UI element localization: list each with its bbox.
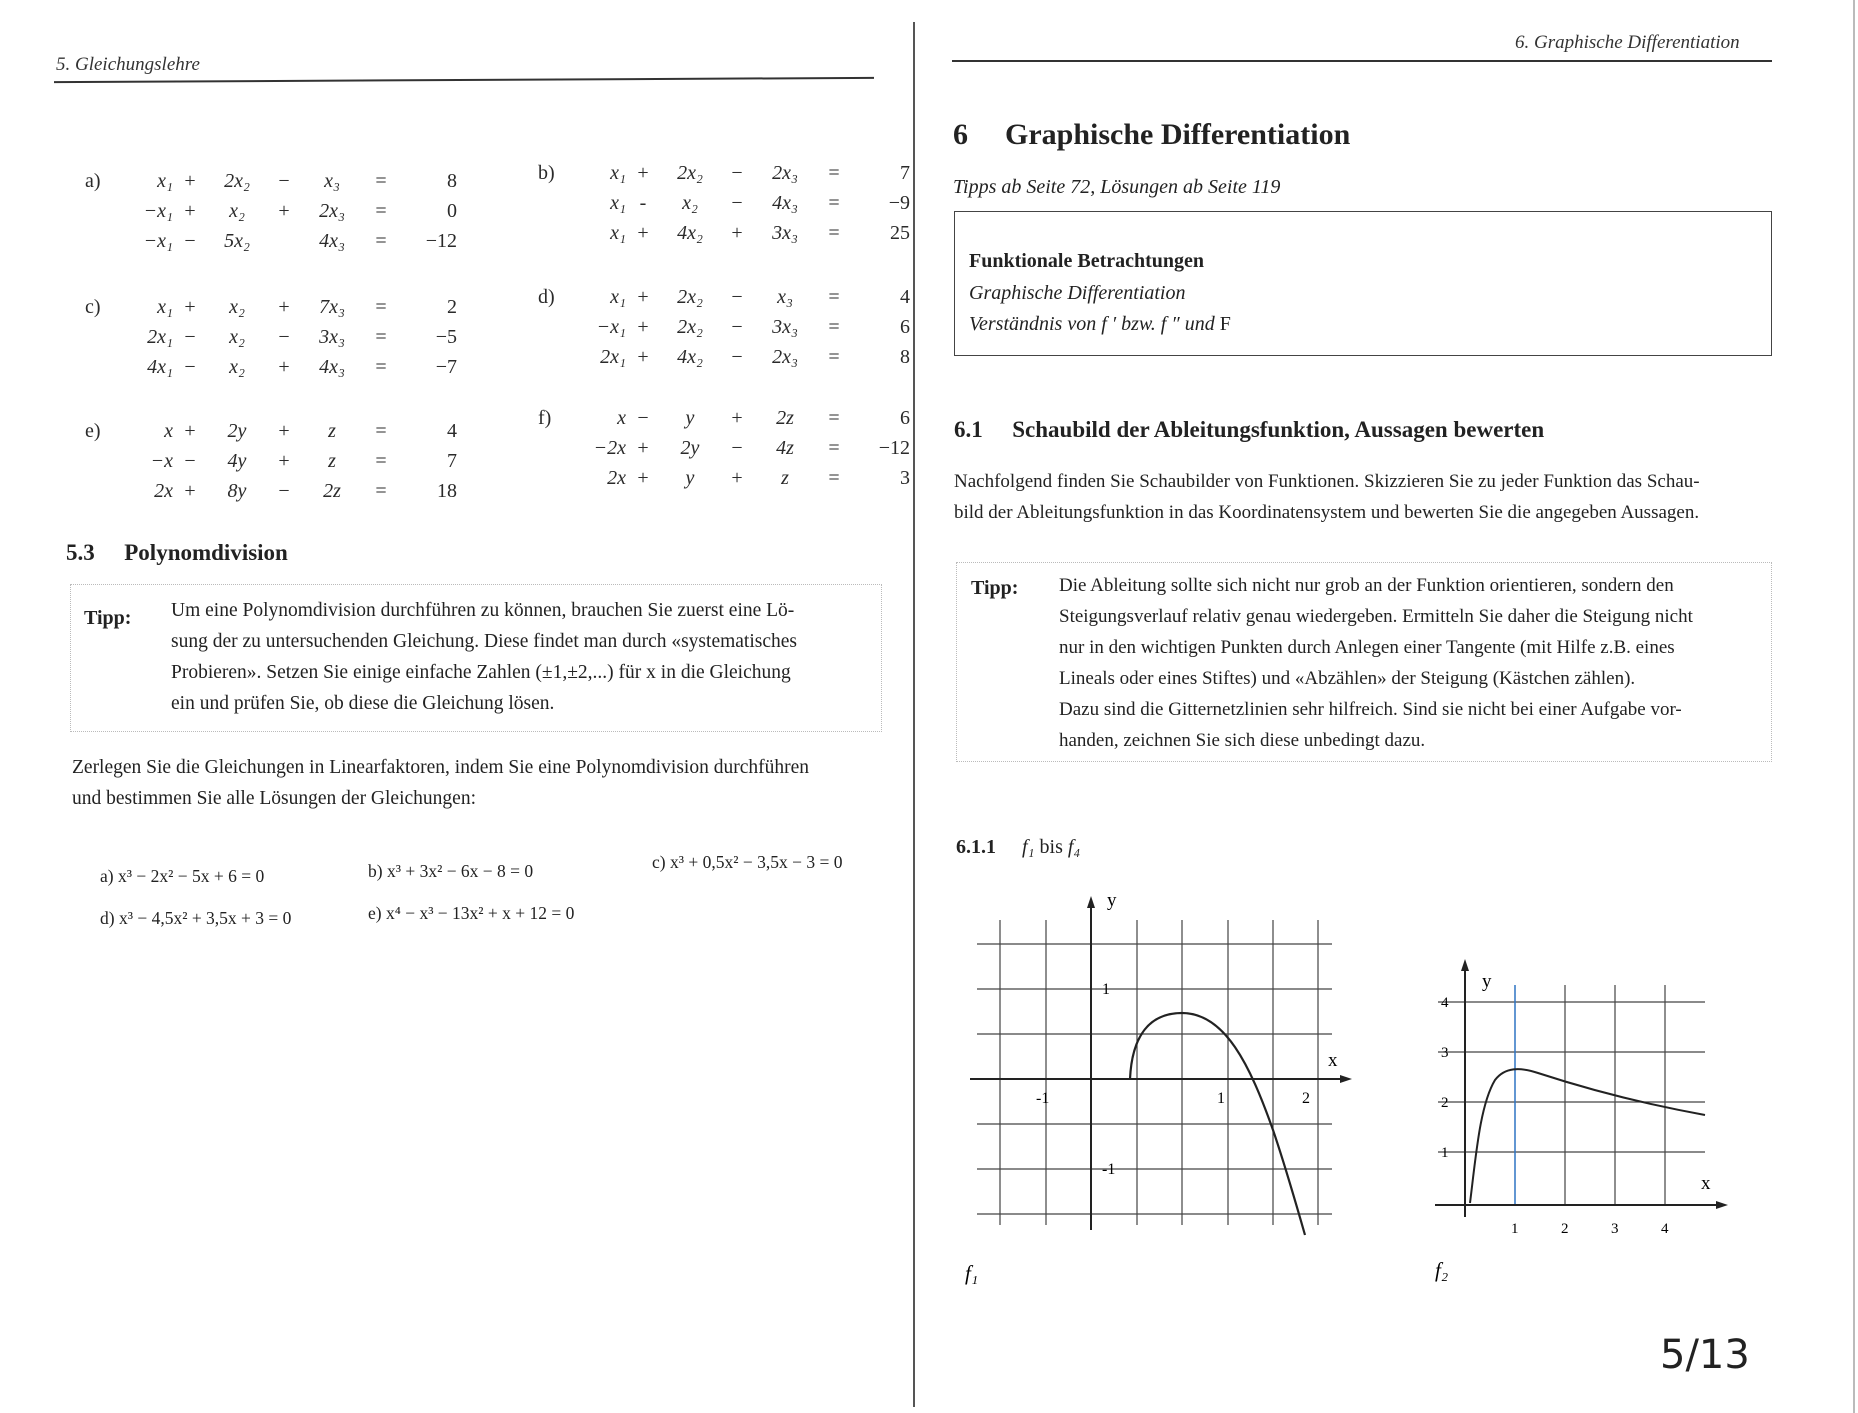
equation-term: 6 [900,407,910,429]
y-tick-label: 1 [1441,1145,1449,1161]
page-edge [1853,0,1855,1413]
y-axis-arrow-icon [1087,896,1095,908]
equation-row [578,222,910,245]
equation-term: − [731,192,743,214]
equation-term: − [184,450,196,472]
equation-term: 7 [900,162,910,184]
equation-term: −12 [878,437,910,459]
paragraph-line: Nachfolgend finden Sie Schaubilder von Funktionen. Skizzieren Sie zu jeder Funktion das Schau- [954,471,1700,492]
equation-row [125,326,457,349]
tip-box-polynomdivision [70,584,882,732]
equation-term: − [184,326,196,348]
equation-term: x₂ [229,296,245,318]
subsection-bis: bis [1034,836,1068,858]
equation-term: + [637,162,649,184]
equation-term: = [828,222,840,244]
info-text: Verständnis von [969,313,1102,335]
equation-term: z [781,467,789,489]
equation-term: 7 [447,450,457,472]
section-heading-6-1 [954,417,1544,443]
equation-term: − [278,480,290,502]
tip-line: Die Ableitung sollte sich nicht nur grob an der Funktion orientieren, sondern den [1059,575,1674,596]
equation-system [538,286,910,386]
equation-term: + [278,420,290,442]
system-label: d) [538,286,555,308]
equation-term: + [278,450,290,472]
x-tick-label: -1 [1036,1090,1050,1107]
equation-term: x₂ [229,356,245,378]
equation-term: y [685,467,695,489]
info-box-line [969,313,1231,336]
equation-term: x₂ [229,200,245,222]
equation-term: − [731,162,743,184]
equation-term: −x [150,450,173,472]
equation-term: 4x₁ [147,356,173,378]
equation-term: = [828,467,840,489]
y-axis-arrow-icon [1461,959,1469,971]
equation-term: 8 [447,170,457,192]
equation-row [125,200,457,223]
equation-term: 8y [227,480,247,502]
equation-term: −9 [888,192,910,214]
system-label: f) [538,407,552,429]
equation-term: −7 [435,356,457,378]
equation-term: y [685,407,695,429]
equation-term: = [828,316,840,338]
info-box [954,211,1772,356]
running-head-rule-right [952,60,1772,62]
equation-term: x₂ [682,192,698,214]
equation-term: −12 [425,230,457,252]
info-f-double-prime: f ″ [1160,313,1180,335]
equation-term: 4z [776,437,794,459]
tip-line: Probieren». Setzen Sie einige einfache Zahlen (±1,±2,...) für x in die Gleichung [171,662,791,683]
system-label: a) [85,170,101,192]
tip-box-ableitung [956,562,1772,762]
equation-term: - [639,192,647,214]
equation-term: + [184,420,196,442]
tip-label: Tipp: [84,607,132,629]
y-tick-label: 3 [1441,1045,1449,1061]
equation-term: + [278,356,290,378]
equation-term: + [184,200,196,222]
equation-term: + [637,437,649,459]
equation-term: 2z [776,407,794,429]
x-tick-label: 2 [1302,1090,1310,1107]
equation-term: x₃ [777,286,793,308]
equation-term: − [731,316,743,338]
curve-f2 [1470,1069,1705,1203]
equation-system [538,407,910,507]
chapter-heading [953,118,1350,152]
equation-term: 4x₂ [677,222,703,244]
equation-term: 3x₃ [772,222,798,244]
intro-paragraph [954,466,1774,528]
equation-term: = [828,162,840,184]
equation-term: x₂ [229,326,245,348]
y-tick-label: -1 [1102,1161,1116,1178]
equation-term: 2x₃ [772,346,798,368]
equation-term: − [731,346,743,368]
equation-term: 4x₃ [772,192,798,214]
chapter-number: 6 [953,118,968,151]
tip-line: handen, zeichnen Sie sich diese unbedingt dazu. [1059,730,1426,751]
system-label: b) [538,162,555,184]
x-tick-label: 2 [1561,1221,1569,1237]
equation-term: 2y [680,437,700,459]
info-box-heading: Funktionale Betrachtungen [969,250,1205,272]
equation-system [85,296,457,396]
equation-system [538,162,910,262]
running-head-right: 6. Graphische Differentiation [1515,32,1740,53]
y-axis-label: y [1107,890,1117,911]
graph-name-f1: f₁ [965,1261,979,1285]
equation-term: 2x₂ [677,286,703,308]
equation-term: − [184,356,196,378]
chapter-title: Graphische Differentiation [1005,118,1351,151]
equation-term: + [184,170,196,192]
equation-row [125,230,457,253]
equation-row [125,356,457,379]
equation-row [578,407,910,430]
equation-term: x₁ [157,296,173,318]
y-axis-label: y [1482,971,1492,992]
equation-term: 7x₃ [319,296,345,318]
paragraph-line: bild der Ableitungsfunktion in das Koordinatensystem und bewerten Sie die angegeben Aussagen. [954,502,1700,523]
handwritten-page-number: 5/13 [1660,1332,1750,1378]
equation-term: x [164,420,173,442]
running-head-rule-left [54,77,874,83]
equation-term: 4x₃ [319,356,345,378]
equation-row [125,296,457,319]
equation-term: −x₁ [143,230,173,252]
polynomial-e: e) x⁴ − x³ − 13x² + x + 12 = 0 [368,903,575,923]
tip-label: Tipp: [971,577,1019,599]
equation-term: 4 [900,286,910,308]
equation-term: + [637,467,649,489]
equation-term [267,230,301,253]
y-tick-label: 4 [1441,995,1449,1011]
equation-term: x₁ [610,222,626,244]
equation-term: x₁ [610,192,626,214]
equation-row [578,286,910,309]
equation-term: = [375,420,387,442]
equation-term: 4y [227,450,247,472]
equation-term: 2x₃ [319,200,345,222]
equation-term: = [375,450,387,472]
equation-term: + [184,480,196,502]
system-label: e) [85,420,101,442]
chapter-subtitle: Tipps ab Seite 72, Lösungen ab Seite 119 [953,176,1281,198]
equation-term: −x₁ [596,316,626,338]
equation-term: = [375,480,387,502]
equation-term: 3x₃ [319,326,345,348]
x-tick-label: 4 [1661,1221,1669,1237]
equation-term: − [278,170,290,192]
tip-text [171,595,881,719]
grid-f2 [1438,985,1705,1205]
tip-line: sung der zu untersuchenden Gleichung. Diese findet man durch «systematisches [171,631,797,652]
paragraph-polynomdivision [72,752,892,814]
x-axis-arrow-icon [1340,1075,1352,1083]
equation-system [85,170,457,270]
equation-term: 4x₂ [677,346,703,368]
equation-term: − [278,326,290,348]
section-number: 6.1 [954,417,983,442]
equation-term: x [617,407,626,429]
equation-term: 18 [437,480,457,502]
equation-term: = [828,437,840,459]
section-title: Polynomdivision [124,540,288,565]
equation-term: x₁ [610,162,626,184]
graph-f2 [1420,955,1750,1295]
graph-name-f2: f₂ [1435,1258,1449,1282]
tip-line: nur in den wichtigen Punkten durch Anlegen einer Tangente (mit Hilfe z.B. eines [1059,637,1675,658]
equation-term: + [637,222,649,244]
equation-term: = [375,326,387,348]
equation-row [578,346,910,369]
x-axis-label: x [1701,1173,1711,1194]
equation-term: = [828,346,840,368]
x-axis-arrow-icon [1716,1201,1728,1209]
equation-term: 8 [900,346,910,368]
equation-term: 6 [900,316,910,338]
tip-text [1059,570,1771,756]
equation-row [125,480,457,503]
equation-term: − [184,230,196,252]
equation-term: − [637,407,649,429]
equation-term: 0 [447,200,457,222]
equation-term: + [731,467,743,489]
equation-term: 2x₁ [147,326,173,348]
x-tick-label: 3 [1611,1221,1619,1237]
equation-row [125,450,457,473]
equation-term: −2x [593,437,626,459]
equation-term: 2x₃ [772,162,798,184]
equation-term: 5x₂ [224,230,250,252]
equation-term: −x₁ [143,200,173,222]
equation-term: 4x₃ [319,230,345,252]
equation-term: −5 [435,326,457,348]
y-tick-label: 1 [1102,981,1110,998]
polynomial-a: a) x³ − 2x² − 5x + 6 = 0 [100,866,265,886]
equation-term: − [731,286,743,308]
x-tick-label: 1 [1511,1221,1519,1237]
tip-line: Steigungsverlauf relativ genau wiedergeben. Ermitteln Sie daher die Steigung nicht [1059,606,1693,627]
equation-row [578,467,910,490]
tip-line: Lineals oder eines Stiftes) und «Abzählen» der Steigung (Kästchen zählen). [1059,668,1636,689]
equation-term: 25 [890,222,910,244]
equation-term: = [375,170,387,192]
equation-term: 2x₂ [224,170,250,192]
info-text: bzw. [1116,313,1161,335]
equation-row [578,437,910,460]
equation-term: 2x₂ [677,162,703,184]
equation-term: = [375,296,387,318]
y-tick-label: 2 [1441,1095,1449,1111]
subsection-heading [956,836,1080,859]
equation-term: + [278,200,290,222]
subsection-number: 6.1.1 [956,836,996,858]
section-heading-5-3 [66,540,288,566]
system-label: c) [85,296,101,318]
equation-term: = [375,230,387,252]
equation-term: + [731,407,743,429]
polynomial-c: c) x³ + 0,5x² − 3,5x − 3 = 0 [652,852,843,872]
x-tick-label: 1 [1217,1090,1225,1107]
equation-term: + [731,222,743,244]
section-number: 5.3 [66,540,95,565]
equation-term: = [828,407,840,429]
equation-term: x₃ [324,170,340,192]
equation-term: − [731,437,743,459]
info-box-line: Graphische Differentiation [969,282,1186,304]
equation-term: + [637,286,649,308]
section-title: Schaubild der Ableitungsfunktion, Aussagen bewerten [1012,417,1545,442]
equation-term: z [328,420,336,442]
equation-row [125,420,457,443]
equation-term: + [637,316,649,338]
polynomial-b: b) x³ + 3x² − 6x − 8 = 0 [368,861,534,881]
equation-term: 2y [227,420,247,442]
polynomial-d: d) x³ − 4,5x² + 3,5x + 3 = 0 [100,908,292,928]
equation-term: + [184,296,196,318]
equation-row [578,316,910,339]
tip-line: ein und prüfen Sie, ob diese die Gleichung lösen. [171,693,555,714]
paragraph-line: und bestimmen Sie alle Lösungen der Gleichungen: [72,788,476,809]
equation-term: + [278,296,290,318]
info-F: F [1219,313,1231,335]
equation-term: 2x₁ [600,346,626,368]
equation-term: 2x [607,467,626,489]
equation-row [125,170,457,193]
equation-term: + [637,346,649,368]
page-gutter [913,22,915,1407]
info-f-prime: f ′ [1101,313,1117,335]
subsection-f4: f₄ [1067,836,1081,858]
equation-row [578,192,910,215]
paragraph-line: Zerlegen Sie die Gleichungen in Linearfaktoren, indem Sie eine Polynomdivision durchführen [72,757,810,778]
subsection-f1: f₁ [1022,836,1035,858]
equation-term: 3 [900,467,910,489]
equation-term: 2x [154,480,173,502]
running-head-left: 5. Gleichungslehre [56,54,200,75]
x-axis-label: x [1328,1050,1338,1071]
equation-term: 2 [447,296,457,318]
equation-term: = [375,356,387,378]
equation-row [578,162,910,185]
equation-term: x₁ [157,170,173,192]
info-text: und [1179,313,1220,335]
equation-term: z [328,450,336,472]
tip-line: Um eine Polynomdivision durchführen zu können, brauchen Sie zuerst eine Lö- [171,600,795,621]
equation-term: 2x₂ [677,316,703,338]
equation-term: 2z [323,480,341,502]
equation-term: = [828,286,840,308]
equation-term: 4 [447,420,457,442]
grid-f1 [977,920,1332,1225]
equation-term: x₁ [610,286,626,308]
equation-system [85,420,457,520]
equation-term: = [828,192,840,214]
graph-f1 [960,880,1360,1310]
equation-term: = [375,200,387,222]
tip-line: Dazu sind die Gitternetzlinien sehr hilfreich. Sind sie nicht bei einer Aufgabe vor- [1059,699,1682,720]
equation-term: 3x₃ [772,316,798,338]
